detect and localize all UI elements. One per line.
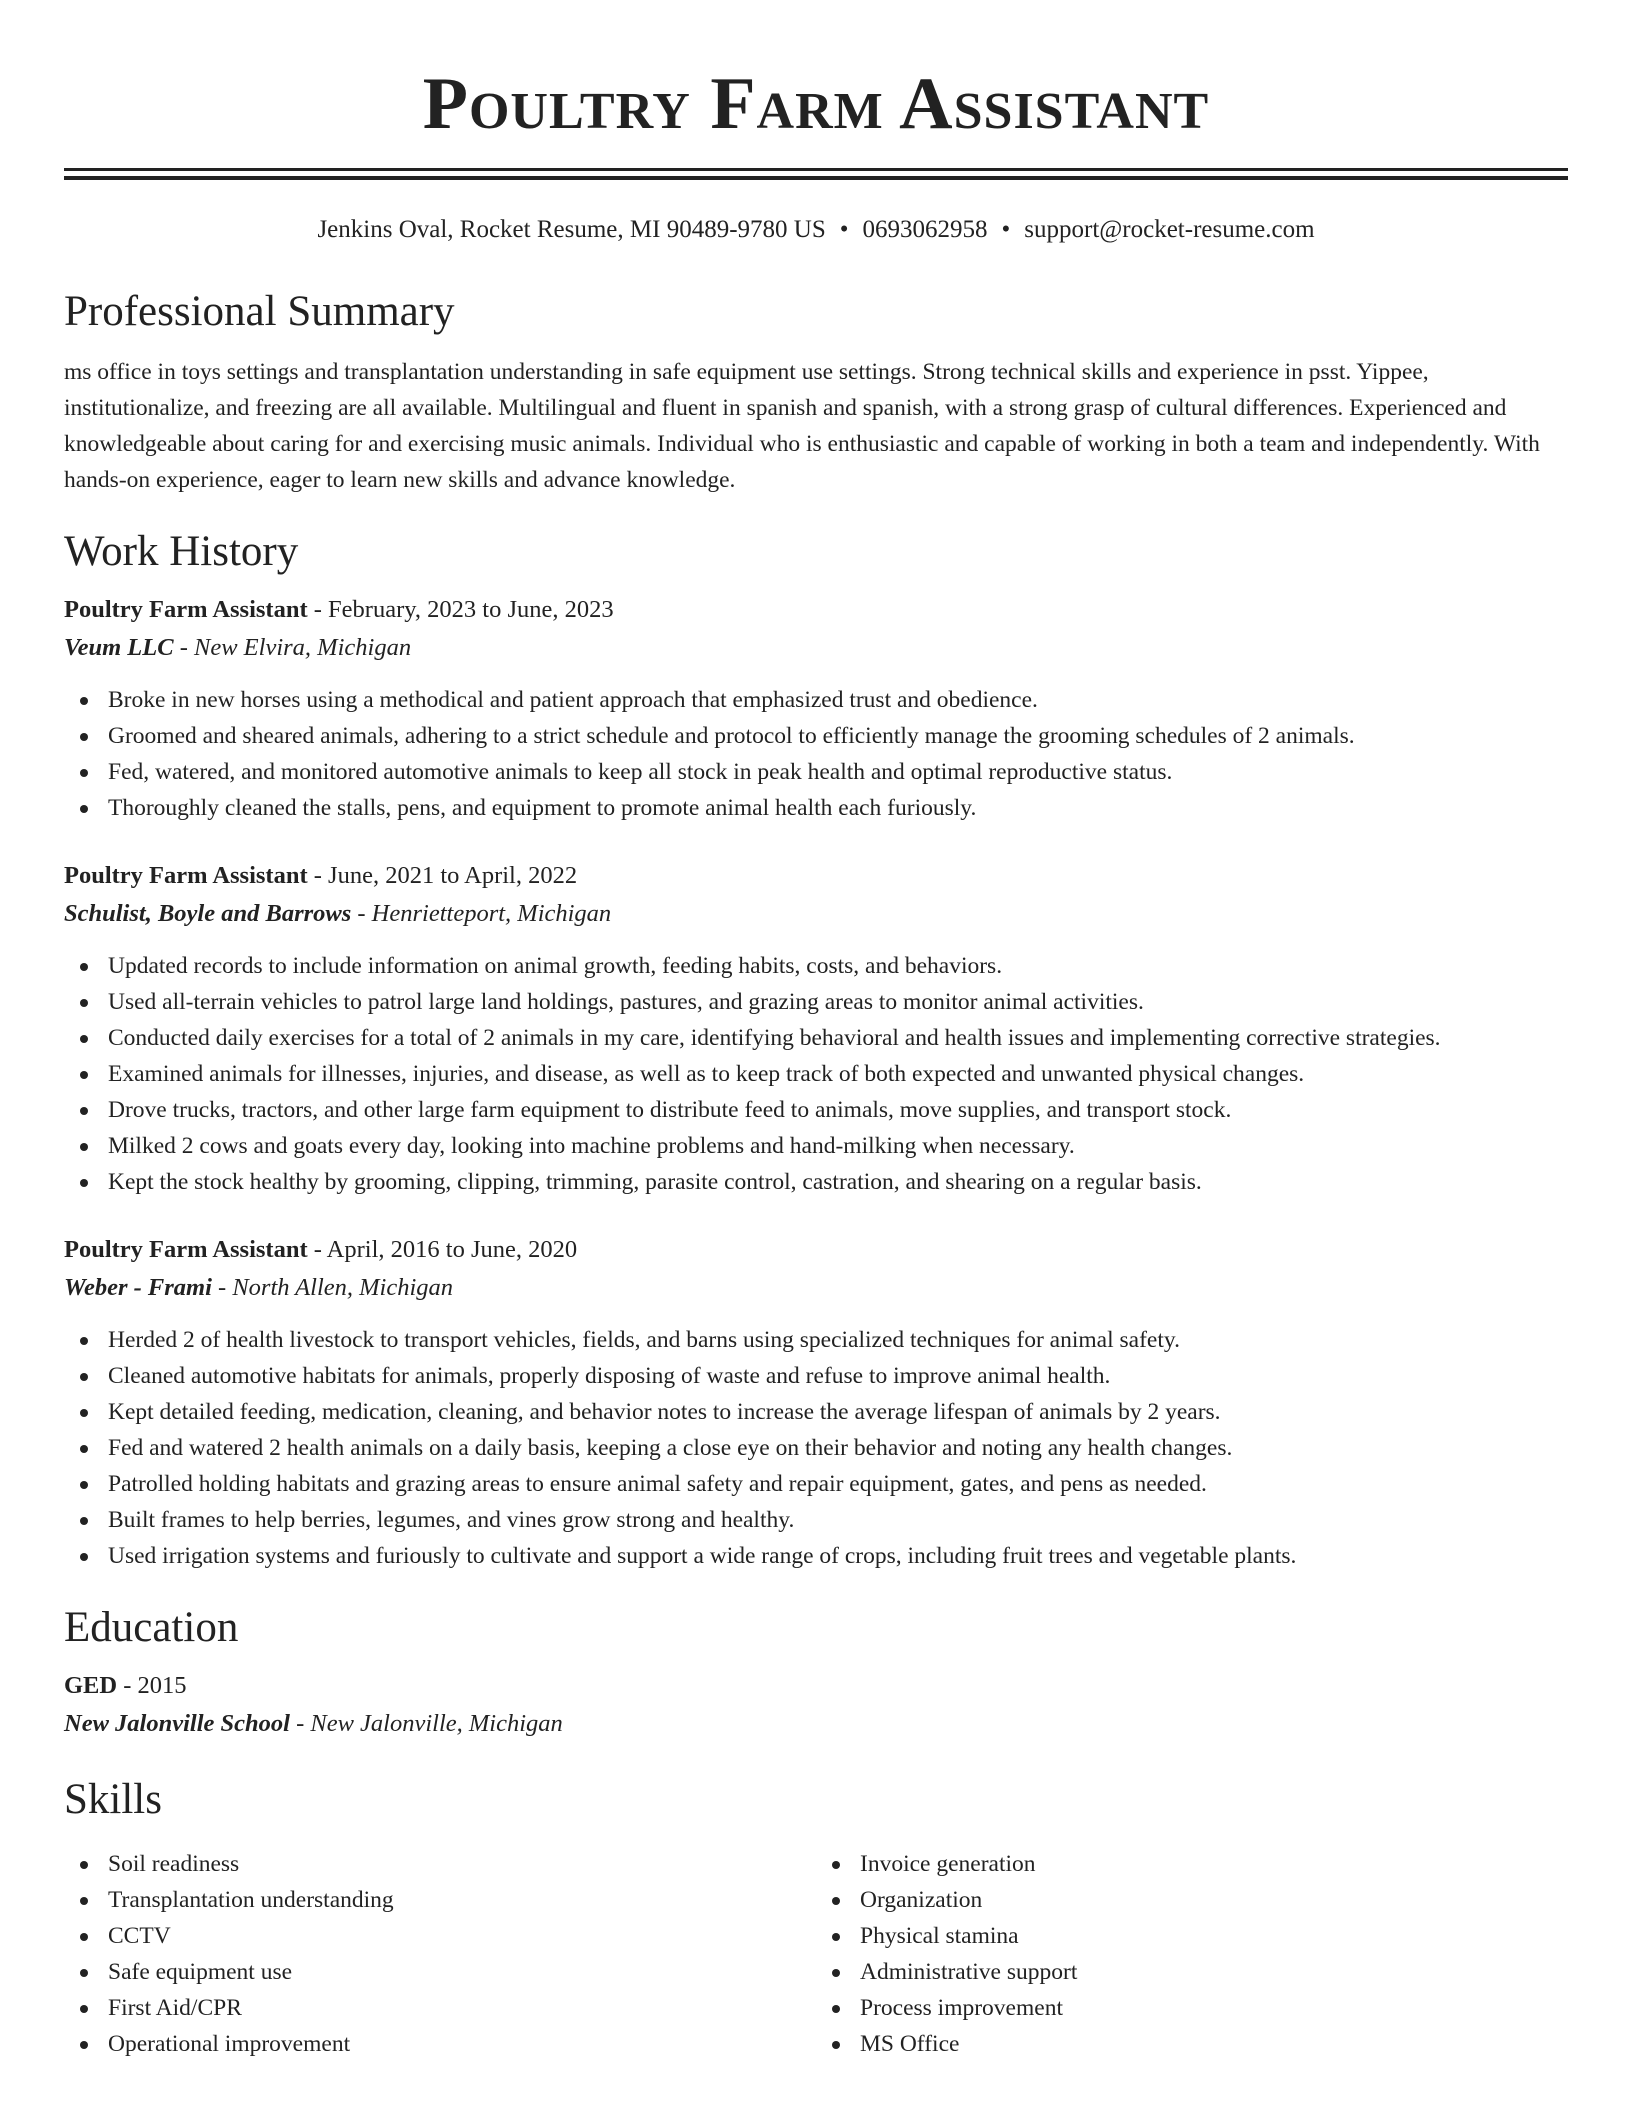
skills-list-right [816,1846,1568,2062]
education-year: - 2015 [117,1672,187,1699]
list-item: Thoroughly cleaned the stalls, pens, and equipment to promote animal health each furiously. [64,790,1568,826]
list-item: Cleaned automotive habitats for animals, properly disposing of waste and refuse to improve animal health. [64,1358,1568,1394]
contact-line [64,214,1568,246]
skills-heading: Skills [64,1776,162,1823]
job-entry [64,858,1568,1200]
job-entry [64,1232,1568,1574]
education-degree-line [64,1668,1568,1704]
contact-phone: 0693062958 [862,216,988,243]
contact-address: Jenkins Oval, Rocket Resume, MI 90489-9780 US [317,216,826,243]
education-entry [64,1668,1568,1742]
header-divider [64,168,1568,180]
list-item: Drove trucks, tractors, and other large farm equipment to distribute feed to animals, move supplies, and transport stock. [64,1092,1568,1128]
job-location: - North Allen, Michigan [211,1274,454,1301]
education-school-line [64,1706,1568,1742]
summary-text: ms office in toys settings and transplantation understanding in safe equipment use settings. Strong technical skills and experience in psst. Yippee, institutionalize, and freezing are all available. Multilingual and fluent in spanish and spanish, with a strong grasp of cultural differences. Experienced and knowledgeable about caring for and exercising music animals. Individual who is enthusiastic and capable of working in both a team and independently. With hands-on experience, eager to learn new skills and advance knowledge. [64,359,1540,493]
job-company-line [64,1270,1568,1306]
job-entry [64,592,1568,826]
education-school: New Jalonville School [64,1710,290,1737]
job-title-line [64,858,1568,894]
job-title-line [64,1232,1568,1268]
separator-dot: • [839,216,849,243]
list-item: Used all-terrain vehicles to patrol large land holdings, pastures, and grazing areas to monitor animal activities. [64,984,1568,1020]
contact-email: support@rocket-resume.com [1024,216,1315,243]
summary-heading: Professional Summary [64,288,455,335]
list-item: Used irrigation systems and furiously to cultivate and support a wide range of crops, including fruit trees and vegetable plants. [64,1538,1568,1574]
list-item: Fed, watered, and monitored automotive animals to keep all stock in peak health and optimal reproductive status. [64,754,1568,790]
skills-list-left [64,1846,816,2062]
job-bullets [64,1322,1568,1574]
job-company: Veum LLC [64,634,174,661]
job-role: Poultry Farm Assistant [64,862,308,889]
education-location: - New Jalonville, Michigan [289,1710,563,1737]
list-item: Kept detailed feeding, medication, cleaning, and behavior notes to increase the average lifespan of animals by 2 years. [64,1394,1568,1430]
work-history-heading: Work History [64,528,299,575]
job-company-line [64,896,1568,932]
skill-item: Administrative support [816,1954,1568,1990]
education-heading: Education [64,1604,239,1651]
skill-item: Invoice generation [816,1846,1568,1882]
list-item: Groomed and sheared animals, adhering to a strict schedule and protocol to efficiently manage the grooming schedules of 2 animals. [64,718,1568,754]
skill-item: MS Office [816,2026,1568,2062]
job-dates: - April, 2016 to June, 2020 [307,1236,578,1263]
list-item: Examined animals for illnesses, injuries, and disease, as well as to keep track of both expected and unwanted physical changes. [64,1056,1568,1092]
separator-dot: • [1001,216,1011,243]
skill-item: Operational improvement [64,2026,816,2062]
list-item: Kept the stock healthy by grooming, clipping, trimming, parasite control, castration, and shearing on a regular basis. [64,1164,1568,1200]
list-item: Fed and watered 2 health animals on a daily basis, keeping a close eye on their behavior and noting any health changes. [64,1430,1568,1466]
list-item: Patrolled holding habitats and grazing areas to ensure animal safety and repair equipment, gates, and pens as needed. [64,1466,1568,1502]
skill-item: Safe equipment use [64,1954,816,1990]
job-location: - Henrietteport, Michigan [351,900,612,927]
skill-item: First Aid/CPR [64,1990,816,2026]
job-company-line [64,630,1568,666]
job-title-line [64,592,1568,628]
skills-columns [64,1846,1568,2062]
list-item: Milked 2 cows and goats every day, looking into machine problems and hand-milking when necessary. [64,1128,1568,1164]
skill-item: Process improvement [816,1990,1568,2026]
skill-item: Organization [816,1882,1568,1918]
job-bullets [64,948,1568,1200]
skill-item: Soil readiness [64,1846,816,1882]
job-dates: - February, 2023 to June, 2023 [307,596,614,623]
job-dates: - June, 2021 to April, 2022 [307,862,578,889]
resume-name: Poultry Farm Assistant [422,63,1210,145]
job-company: Schulist, Boyle and Barrows [64,900,352,927]
job-bullets [64,682,1568,826]
job-company: Weber - Frami [64,1274,212,1301]
job-location: - New Elvira, Michigan [173,634,412,661]
job-role: Poultry Farm Assistant [64,596,308,623]
list-item: Updated records to include information on animal growth, feeding habits, costs, and behaviors. [64,948,1568,984]
job-role: Poultry Farm Assistant [64,1236,308,1263]
list-item: Conducted daily exercises for a total of 2 animals in my care, identifying behavioral and health issues and implementing corrective strategies. [64,1020,1568,1056]
skill-item: CCTV [64,1918,816,1954]
list-item: Broke in new horses using a methodical and patient approach that emphasized trust and obedience. [64,682,1568,718]
list-item: Built frames to help berries, legumes, and vines grow strong and healthy. [64,1502,1568,1538]
skill-item: Physical stamina [816,1918,1568,1954]
list-item: Herded 2 of health livestock to transport vehicles, fields, and barns using specialized techniques for animal safety. [64,1322,1568,1358]
skill-item: Transplantation understanding [64,1882,816,1918]
education-degree: GED [64,1672,118,1699]
